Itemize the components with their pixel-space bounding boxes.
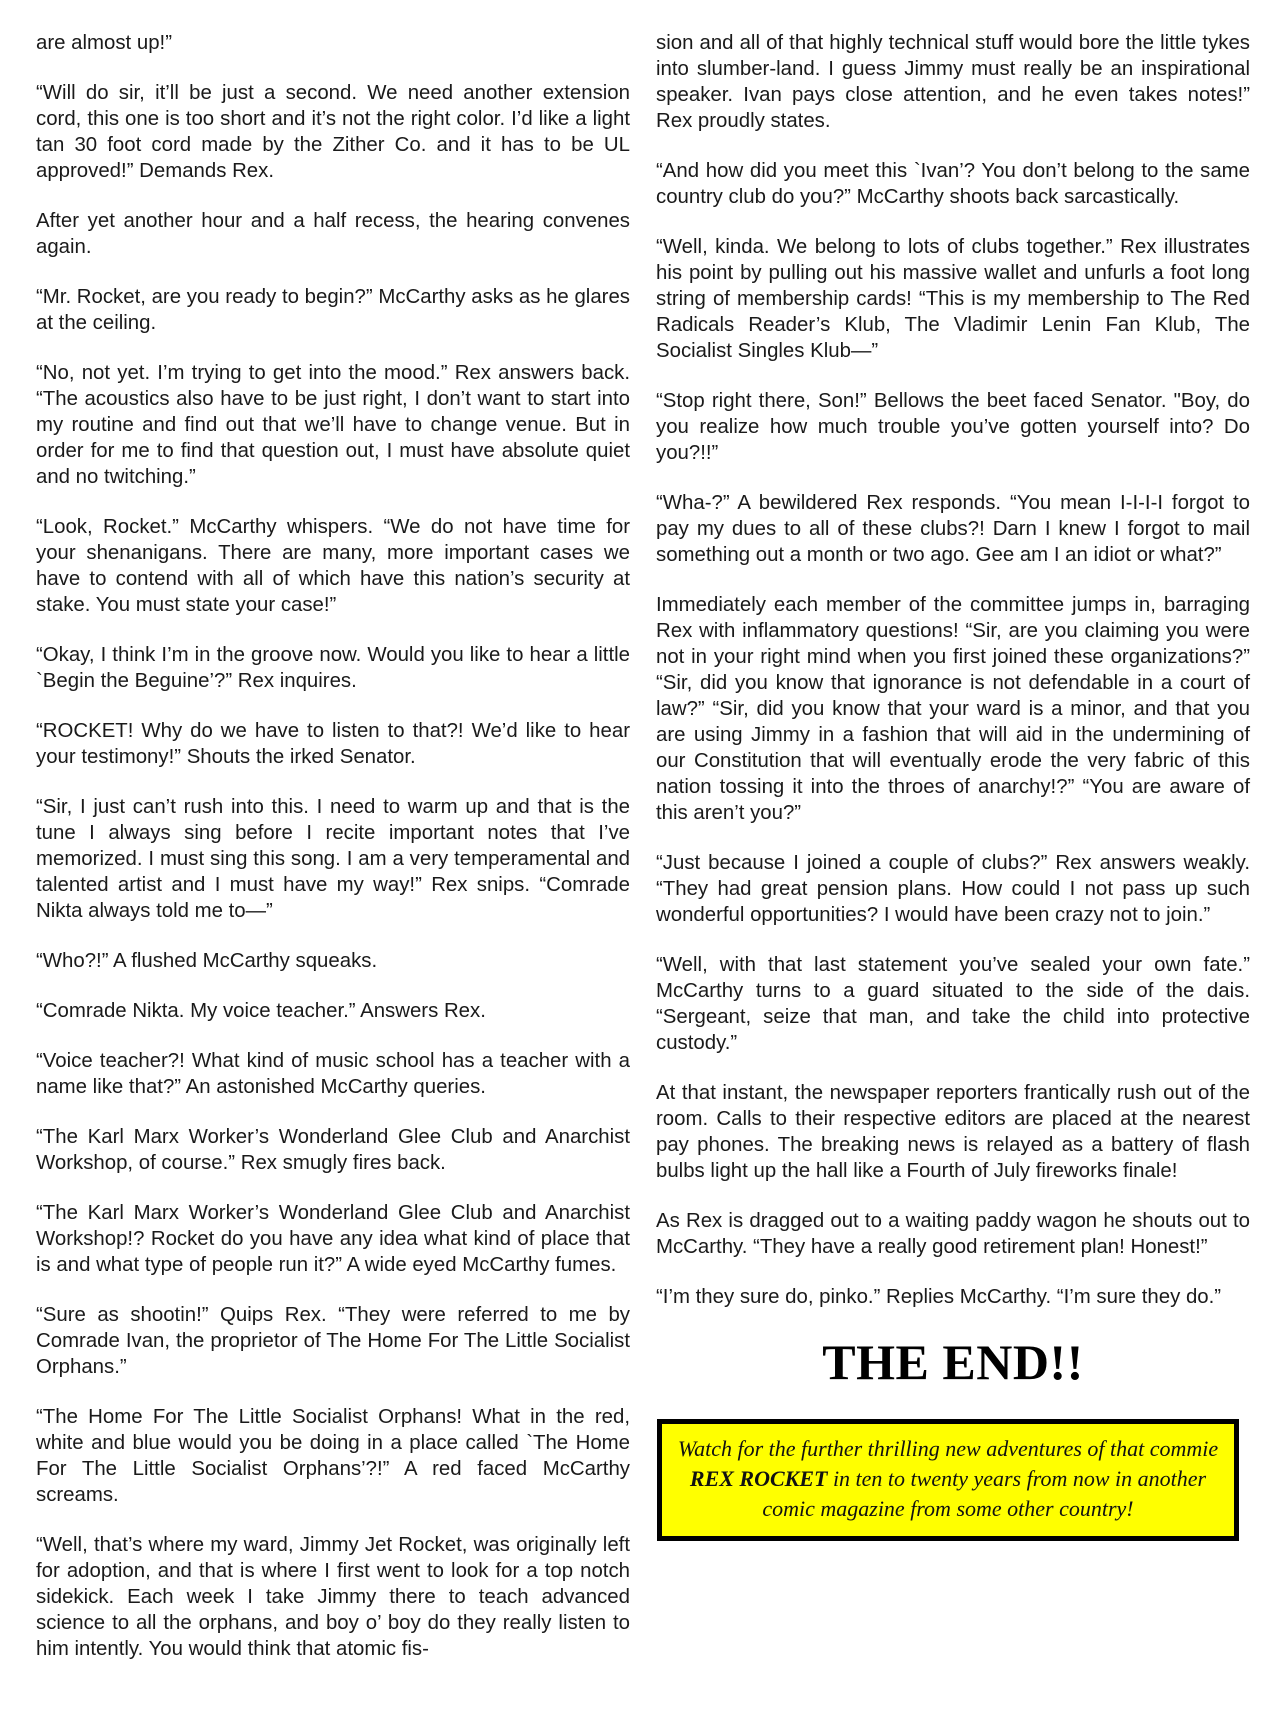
promo-highlight-name: REX ROCKET bbox=[689, 1466, 828, 1491]
paragraph: “Well, kinda. We belong to lots of clubs together.” Rex illustrates his point by pulling out his massive wallet and unfurls a foot long string of membership cards! “This is my membership to The Red Radicals Reader’s Klub, The Vladimir Lenin Fan Klub, The Socialist Singles Klub—” bbox=[656, 236, 1250, 362]
paragraph: “The Karl Marx Worker’s Wonderland Glee Club and Anarchist Workshop, of course.” Rex smugly fires back. bbox=[36, 1126, 630, 1174]
paragraph: After yet another hour and a half recess, the hearing convenes again. bbox=[36, 210, 630, 258]
paragraph: “Sure as shootin!” Quips Rex. “They were referred to me by Comrade Ivan, the proprietor of The Home For The Little Socialist Orphans.” bbox=[36, 1304, 630, 1378]
paragraph: “Comrade Nikta. My voice teacher.” Answers Rex. bbox=[36, 1000, 486, 1022]
paragraph: At that instant, the newspaper reporters frantically rush out of the room. Calls to their respective editors are placed at the nearest pay phones. The breaking news is relayed as a battery of flash bulbs light up the hall like a Fourth of July fireworks finale! bbox=[656, 1082, 1250, 1182]
paragraph: “Look, Rocket.” McCarthy whispers. “We do not have time for your shenanigans. There are many, more important cases we have to contend with all of which have this nation’s security at stake. You must state your case!” bbox=[36, 516, 630, 616]
paragraph: “Stop right there, Son!” Bellows the beet faced Senator. "Boy, do you realize how much trouble you’ve gotten yourself into? Do you?!!” bbox=[656, 390, 1250, 464]
paragraph: “Will do sir, it’ll be just a second. We need another extension cord, this one is too short and it’s not the right color. I’d like a light tan 30 foot cord made by the Zither Co. and it has to be UL approved!” Demands Rex. bbox=[36, 82, 630, 182]
promo-text-end: in ten to twenty years from now in another comic magazine from some other country! bbox=[762, 1466, 1207, 1521]
paragraph: sion and all of that highly technical stuff would bore the little tykes into slumber-land. I guess Jimmy must really be an inspirational speaker. Ivan pays close attention, and he even takes notes!” Rex proudly states. bbox=[656, 32, 1250, 132]
paragraph: “ROCKET! Why do we have to listen to that?! We’d like to hear your testimony!” Shouts the irked Senator. bbox=[36, 720, 630, 768]
the-end-title: THE END!! bbox=[822, 1334, 1084, 1390]
paragraph: “Sir, I just can’t rush into this. I need to warm up and that is the tune I always sing before I recite important notes that I’ve memorized. I must sing this song. I am a very temperamental and talented artist and I must have my way!” Rex snips. “Comrade Nikta always told me to—” bbox=[36, 796, 630, 922]
paragraph: “Who?!” A flushed McCarthy squeaks. bbox=[36, 950, 378, 972]
paragraph: “The Karl Marx Worker’s Wonderland Glee Club and Anarchist Workshop!? Rocket do you have any idea what kind of place that is and what type of people run it?” A wide eyed McCarthy fumes. bbox=[36, 1202, 630, 1276]
paragraph: “Just because I joined a couple of clubs?” Rex answers weakly. “They had great pension plans. How could I not pass up such wonderful opportunities? I would have been crazy not to join.” bbox=[656, 852, 1250, 926]
paragraph: “The Home For The Little Socialist Orphans! What in the red, white and blue would you be doing in a place called `The Home For The Little Socialist Orphans’?!” A red faced McCarthy screams. bbox=[36, 1406, 630, 1506]
paragraph: are almost up!” bbox=[36, 32, 172, 54]
paragraph: “Well, with that last statement you’ve sealed your own fate.” McCarthy turns to a guard situated to the side of the dais. “Sergeant, seize that man, and take the child into protective custody.” bbox=[656, 954, 1250, 1054]
paragraph: “Voice teacher?! What kind of music school has a teacher with a name like that?” An astonished McCarthy queries. bbox=[36, 1050, 630, 1098]
paragraph: “Wha-?” A bewildered Rex responds. “You mean I-I-I-I forgot to pay my dues to all of these clubs?! Darn I knew I forgot to mail something out a month or two ago. Gee am I an idiot or what?” bbox=[656, 492, 1250, 566]
left-text-column bbox=[36, 30, 630, 1686]
right-text-column bbox=[656, 30, 1250, 1540]
paragraph: “Mr. Rocket, are you ready to begin?” McCarthy asks as he glares at the ceiling. bbox=[36, 286, 630, 334]
paragraph: Immediately each member of the committee jumps in, barraging Rex with inflammatory questions! “Sir, are you claiming you were not in your right mind when you first joined these organizations?” “Sir, did you know that ignorance is not defendable in a court of law?” “Sir, did you know that your ward is a minor, and that you are using Jimmy in a fashion that will aid in the undermining of our Constitution that will eventually erode the very fabric of this nation tossing it into the throes of anarchy!?” “You are aware of this aren’t you?” bbox=[656, 594, 1250, 824]
next-adventure-promo-box bbox=[658, 1420, 1238, 1540]
paragraph: “Okay, I think I’m in the groove now. Would you like to hear a little `Begin the Beguine’?” Rex inquires. bbox=[36, 644, 630, 692]
paragraph: “Well, that’s where my ward, Jimmy Jet Rocket, was originally left for adoption, and that is where I first went to look for a top notch sidekick. Each week I take Jimmy there to teach advanced science to all the orphans, and boy o’ boy do they really listen to him intently. You would think that atomic fis- bbox=[36, 1534, 630, 1660]
paragraph: As Rex is dragged out to a waiting paddy wagon he shouts out to McCarthy. “They have a really good retirement plan! Honest!” bbox=[656, 1210, 1250, 1258]
paragraph: “I’m they sure do, pinko.” Replies McCarthy. “I’m sure they do.” bbox=[656, 1286, 1222, 1308]
promo-text-start: Watch for the further thrilling new adventures of that commie bbox=[677, 1436, 1219, 1461]
paragraph: “And how did you meet this `Ivan’? You don’t belong to the same country club do you?” McCarthy shoots back sarcastically. bbox=[656, 160, 1250, 208]
paragraph: “No, not yet. I’m trying to get into the mood.” Rex answers back. “The acoustics also have to be just right, I don’t want to start into my routine and find out that we’ll have to change venue. But in order for me to find that question out, I must have absolute quiet and no twitching.” bbox=[36, 362, 630, 488]
